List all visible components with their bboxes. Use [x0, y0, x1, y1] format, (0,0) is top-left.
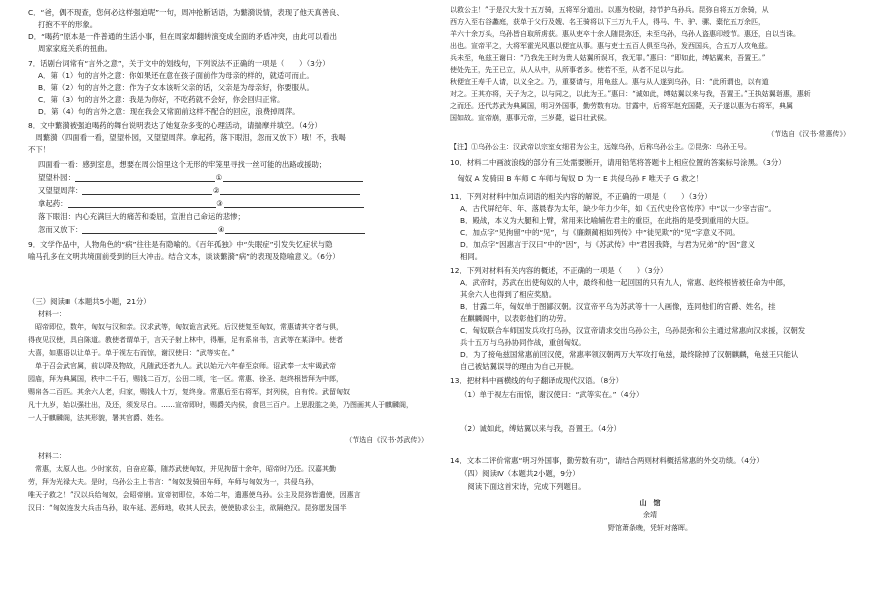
left-column — [28, 0, 428, 615]
material-2-cont-line: 秋便宜王寿千人请，以义全之。乃，重要请与，用龟兹人。惠与从人遂到乌孙，曰：“此所谓也，以有道 — [450, 78, 769, 86]
material-2-line: 常惠，太原人也。少时家贫，自奋应募，随苏武使匈奴，并见拘留十余年，昭帝时乃还。汉嘉其勤 — [28, 465, 336, 473]
poem-author: 余靖 — [643, 511, 657, 519]
question-13: 13．把材料中画横线的句子翻译成现代汉语。（8分） — [450, 376, 624, 385]
material-2-cont-line: 对之。王其亦将，天子为之，以与同之，以此为王。”惠曰：“诚如此，缚姑翼以来与我，吾置王。”王执姑翼诣惠，惠斩 — [450, 90, 811, 98]
q13-part-2: （2）诚如此，缚姑翼以来与我，吾置王。（4分） — [460, 424, 621, 433]
material-1-source: （节选自《汉书·苏武传》） — [345, 436, 428, 444]
option-c-line2: 打抱不平的形象。 — [38, 20, 98, 29]
material-2-cont-line: 使处先王，先王已立，从人从中，从所事者多。使若不至，从者不足以与此。 — [450, 66, 688, 74]
material-2-cont-line: 兵未至，龟兹王谢曰：“乃我先王时为贵人姑翼所误耳，我无罪。”惠曰：“即如此，缚姑翼来，吾置王。” — [450, 54, 766, 62]
question-9-line1: 9．文学作品中，人物角色的“病”往往是有隐喻的。《百年孤独》中“失眠症”引发失忆症状与隐 — [28, 240, 333, 249]
q7-option-a: A．第（1）句的言外之意：你如果还在意在孩子面前作为母亲的样的，就适可而止。 — [38, 71, 314, 80]
section-3-title: （三）阅读Ⅲ（本题共5小题，21分） — [28, 297, 151, 306]
q7-option-c: C．第（3）句的言外之意：我是为你好，不吃药就不会好，你会回归正常。 — [38, 95, 285, 104]
section-4-title: （四）阅读Ⅳ（本题共2小题，9分） — [460, 469, 580, 478]
q11-option-d: D．加点字“因惠言于汉曰”中的“因”，与《苏武传》中“君因我降，与君为兄弟”的“因”意义 — [460, 240, 755, 249]
material-2-line: 汉曰：“匈奴连发大兵击乌孙，取车延、恶师地，收其人民去，使使胁求公主，欲隔绝汉。昆弥愿发国半 — [28, 504, 347, 512]
q8-stage-direction: 周蘩漪（四面看一看，望望朴园，又望望周萍。拿起药，落下眼泪，忽而又放下）哦！不，我喝 — [28, 133, 346, 142]
section-4-instruction: 阅读下面这首宋诗，完成下列题目。 — [460, 482, 586, 491]
material-2-notes: 【注】①乌孙公主：汉武帝以宗室女细君为公主，远嫁乌孙，后称乌孙公主。②昆弥：乌孙王号。 — [450, 143, 751, 151]
material-2-cont-line: 以救公主！”于是汉大发十五万骑，五将军分道出。以惠为校尉，持节护乌孙兵。昆弥自将五万余骑，从 — [450, 6, 769, 14]
q7-option-b: B．第（2）句的言外之意：作为子女本该听父亲的话，父亲是为母亲好，你要服从。 — [38, 83, 314, 92]
material-1-line: 大喜，如惠语以让单于。单于视左右而惊，谢汉使曰：“武等实在。” — [28, 349, 235, 357]
material-2-line: 劳，拜为光禄大夫。是时，乌孙公主上书言：“匈奴发骑田车师，车师与匈奴为一，共侵乌孙， — [28, 478, 319, 486]
fill-item-3: 拿起药： ③ — [38, 199, 428, 208]
q12-option-b-cont: 在麒麟阁中，以表彰他们的功劳。 — [460, 314, 571, 323]
material-1-line: 昭帝即位，数年，匈奴与汉和亲。汉求武等，匈奴诡言武死。后汉使复至匈奴，常惠请其守者与俱， — [28, 323, 343, 331]
q10-sentence: 匈奴 A 发骑田 B 车师 C 车师与匈奴 D 为一 E 共侵乌孙 F 唯天子 G 救之！ — [450, 174, 704, 183]
q11-option-c: C．加点字“见拘留”中的“见”，与《廉颇蔺相如列传》中“徒见欺”的“见”字意义不同。 — [460, 228, 740, 237]
material-1-line: 凡十九岁，始以强壮出，及还，须发尽白。……宣帝即时，赐爵关内侯，食邑三百户。上思股肱之美，乃图画其人于麒麟阁， — [28, 401, 413, 409]
q7-option-d: D．第（4）句的言外之意：现在我会又常面前这样不配合的回应，浪费掉周萍。 — [38, 107, 300, 116]
question-7: 7．话剧台词常有“言外之意”，关于文中的划线句，下列说法不正确的一项是（ ）（3分） — [28, 59, 330, 68]
poem-line: 野馆萧条晚，凭轩对落晖。 — [608, 524, 692, 532]
material-1-line: 园庙，拜为典属国，秩中二千石，赐钱二百万，公田二顷，宅一区。常惠、徐圣、赵终根皆拜为中郎， — [28, 375, 343, 383]
option-d-line2: 周家家庭关系的扭曲。 — [38, 44, 112, 53]
q11-option-a: A．古代屏纪年、年、落晨春为太年，缺少年力少年，如《五代史伶官传序》中“以一少宰吉宙”。 — [460, 204, 776, 213]
question-12: 12．下列对材料有关内容的概述，不正确的一项是（ ）（3分） — [450, 266, 668, 275]
right-column — [450, 0, 850, 615]
q11-option-d-cont: 相同。 — [460, 252, 483, 261]
material-2-source: （节选自《汉书·常惠传》） — [767, 130, 850, 138]
option-d-line1: D．“喝药”原本是一件普通的生活小事，但在周家却翻转演变成全面的矛盾冲突，由此可以看出 — [28, 32, 337, 41]
q12-option-d-cont: 自己被姑翼误导的理由为自己开脱。 — [460, 362, 579, 371]
q11-option-b: B．殿战，本义为大腿和上臂，常用来比喻辅佐君主的重臣，在此指的是受到重用的大臣。 — [460, 216, 754, 225]
question-9-line2: 喻马孔多在文明共境面前受到的巨大冲击。结合文本，谈谈蘩漪“病”的表现及隐喻意义。（6分） — [28, 252, 340, 261]
q12-option-b: B．甘露二年，匈奴单于图鄙汉朝。汉宣帝平乌为苏武等十一人画像，连同他们的官爵、姓名，挂 — [460, 302, 776, 311]
fill-item-2: 又望望周萍： ② — [38, 186, 428, 195]
material-2-cont-line: 之而还。还代苏武为典属国，明习外国事，勤劳数有功。甘露中，后将军赵充国薨，天子遂以惠为右将军，典属 — [450, 102, 793, 110]
fill-item-4: 落下眼泪：内心充满巨大的痛苦和委屈，宣泄自己命运的悲惨； — [38, 212, 245, 221]
question-10: 10．材料二中画波浪线的部分有三处需要断开，请用铅笔将答题卡上相应位置的答案标号涂黑。（3分） — [450, 158, 786, 167]
q12-option-a-cont: 其余六人也得到了相应奖励。 — [460, 290, 557, 299]
material-1-line: 单于召会武官属，前以降及物故，凡随武还者九人。武以始元六年春至京师。诏武奉一太牢谒武帝 — [28, 362, 336, 370]
material-2-cont-line: 国如故。宣帝崩，惠事元帝，三岁薨，谥曰壮武侯。 — [450, 114, 611, 122]
question-8: 8．文中蘩漪被强迫喝药的舞台说明表达了她复杂多变的心理活动，请揣摩并填空。（4分） — [28, 121, 322, 130]
material-2-cont-line: 出也。宣帝平之，大将军霍光风惠以便宜从事。惠与吏士五百人俱至乌孙，发西国兵，合五万人攻龟兹。 — [450, 42, 772, 50]
material-1-line: 赐帛各二百匹。其余六人老，归家，赐钱人十万，复终身。常惠后至右将军，封列侯，自有传。武留匈奴 — [28, 388, 350, 396]
q12-option-c: C．匈奴联合车师国发兵攻打乌孙，汉宣帝请求交出乌孙公主，乌孙昆弥和公主通过常惠向汉求援，汉朝发 — [460, 326, 806, 335]
material-2-label: 材料二： — [38, 452, 66, 460]
fill-item-5: 忽而又放下： ④ — [38, 225, 428, 234]
fill-intro: 四面看一看：感到室息，想要在周公馆里这个无形的牢笼里寻找一丝可能的出路或援助； — [38, 160, 327, 169]
q12-option-c-cont: 兵十五万与乌孙协同作战，重创匈奴。 — [460, 338, 586, 347]
material-2-cont-line: 羊六十余万头，乌孙皆自取所虏获。惠从吏卒十余人随昆弥还，未至乌孙，乌孙人盗惠印绶节。惠还，自以当诛。 — [450, 30, 800, 38]
fill-item-1: 望望朴园： ① — [38, 173, 428, 182]
q13-part-1: （1）单于视左右而惊，谢汉使曰：“武等实在。”（4分） — [460, 390, 644, 399]
material-1-label: 材料一： — [38, 310, 66, 318]
question-11: 11．下列对材料中加点词语的相关内容的解说，不正确的一项是（ ）（3分） — [450, 192, 712, 201]
q12-option-d: D．为了接龟兹国常惠前回汉使，常惠率领汉朝两万大军攻打龟兹，最终除掉了汉朝麒麟，龟兹王只能认 — [460, 350, 799, 359]
q12-option-a: A．武帝时，苏武在出使匈奴的人中，最终和他一起回国的只有九人，常惠、赵终根皆被任命为中郎， — [460, 278, 791, 287]
q8-stage-direction-end: 不下！ — [28, 145, 51, 154]
material-2-cont-line: 西方入至右谷蠡庭，获单于父行及嫂、名王骑将以下三万九千人，得马、牛、驴、骡、橐佗五万余匹， — [450, 18, 765, 26]
material-2-line: 唯天子救之！”汉以兵给匈奴，会昭帝崩。宣帝初即位，本始二年，遣惠使乌孙。公主及昆弥皆遣使，因惠言 — [28, 491, 361, 499]
poem-title: 山 馆 — [639, 498, 661, 507]
material-1-line: 得夜见汉使，具自陈道。教使者谓单于，言天子射上林中，得雁，足有系帛书，言武等在某泽中。使者 — [28, 336, 343, 344]
question-14: 14．文本二评价常惠“明习外国事，勤劳数有功”，请结合两则材料概括常惠的外交功绩。（4分） — [450, 456, 764, 465]
option-c-line1: C．“爸，偶不现查，您何必这样强迫呢”一句，周冲抢断话语，为蘩漪说情，表现了他天真善良、 — [28, 8, 344, 17]
material-1-line: 一人于麒麟阁，法其形貌，署其官爵、姓名。 — [28, 414, 168, 422]
